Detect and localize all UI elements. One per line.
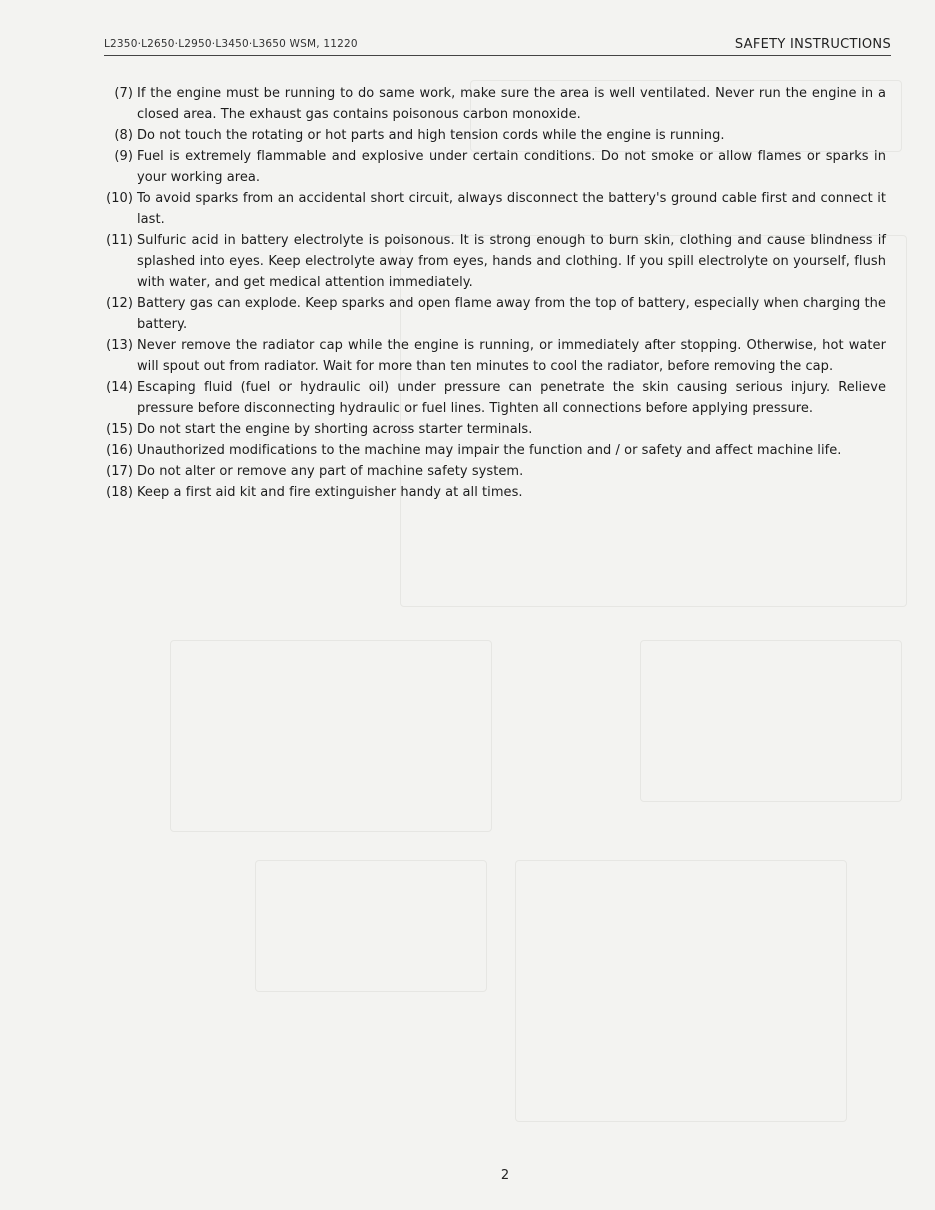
instruction-text: Battery gas can explode. Keep sparks and open flame away from the top of battery, especially when charging the battery. xyxy=(137,296,886,332)
instruction-text: Escaping fluid (fuel or hydraulic oil) under pressure can penetrate the skin causing serious injury. Relieve pressure before disconnecting hydraulic or fuel lines. Tighten all connections before applying pressure. xyxy=(137,380,886,416)
instruction-item-18 xyxy=(96,482,886,503)
header-section-title: SAFETY INSTRUCTIONS xyxy=(734,37,891,52)
instruction-number: (7) xyxy=(114,86,133,101)
instruction-item-12 xyxy=(96,293,886,335)
instruction-item-10 xyxy=(96,188,886,230)
instruction-number: (17) xyxy=(106,464,133,479)
instruction-item-15 xyxy=(96,419,886,440)
instruction-number: (16) xyxy=(106,443,133,458)
instruction-number: (10) xyxy=(106,191,133,206)
instruction-number: (12) xyxy=(106,296,133,311)
instruction-text: To avoid sparks from an accidental short circuit, always disconnect the battery's ground cable first and connect it last. xyxy=(137,191,886,227)
instruction-text: If the engine must be running to do same work, make sure the area is well ventilated. Never run the engine in a closed area. The exhaust gas contains poisonous carbon monoxide. xyxy=(137,86,886,122)
instruction-text: Keep a first aid kit and fire extinguisher handy at all times. xyxy=(137,485,523,500)
instruction-number: (14) xyxy=(106,380,133,395)
bleed-through-box-left xyxy=(170,640,492,832)
bleed-through-box-lower-right xyxy=(515,860,847,1122)
instruction-text: Unauthorized modifications to the machine may impair the function and / or safety and affect machine life. xyxy=(137,443,842,458)
bleed-through-box-right xyxy=(640,640,902,802)
instruction-item-16 xyxy=(96,440,886,461)
instruction-item-7 xyxy=(96,83,886,125)
safety-instruction-list xyxy=(96,83,886,503)
instruction-item-11 xyxy=(96,230,886,293)
instruction-item-8 xyxy=(96,125,886,146)
instruction-item-14 xyxy=(96,377,886,419)
instruction-text: Fuel is extremely flammable and explosive under certain conditions. Do not smoke or allow flames or sparks in your working area. xyxy=(137,149,886,185)
instruction-text: Do not touch the rotating or hot parts and high tension cords while the engine is running. xyxy=(137,128,725,143)
bleed-through-box-lower-left xyxy=(255,860,487,992)
instruction-text: Do not start the engine by shorting across starter terminals. xyxy=(137,422,533,437)
page-number: 2 xyxy=(500,1168,510,1183)
instruction-number: (18) xyxy=(106,485,133,500)
instruction-number: (9) xyxy=(114,149,133,164)
instruction-number: (15) xyxy=(106,422,133,437)
instruction-text: Never remove the radiator cap while the engine is running, or immediately after stopping. Otherwise, hot water will spout out from radiator. Wait for more than ten minutes to cool the radiator, before removing the cap. xyxy=(137,338,886,374)
instruction-number: (11) xyxy=(106,233,133,248)
instruction-number: (13) xyxy=(106,338,133,353)
instruction-text: Do not alter or remove any part of machine safety system. xyxy=(137,464,524,479)
instruction-item-9 xyxy=(96,146,886,188)
instruction-item-13 xyxy=(96,335,886,377)
instruction-item-17 xyxy=(96,461,886,482)
instruction-text: Sulfuric acid in battery electrolyte is poisonous. It is strong enough to burn skin, clothing and cause blindness if splashed into eyes. Keep electrolyte away from eyes, hands and clothing. If you spill electrolyte on yourself, flush with water, and get medical attention immediately. xyxy=(137,233,886,290)
instruction-number: (8) xyxy=(114,128,133,143)
page-header xyxy=(104,38,891,56)
header-model-list: L2350·L2650·L2950·L3450·L3650 WSM, 11220 xyxy=(104,38,358,50)
